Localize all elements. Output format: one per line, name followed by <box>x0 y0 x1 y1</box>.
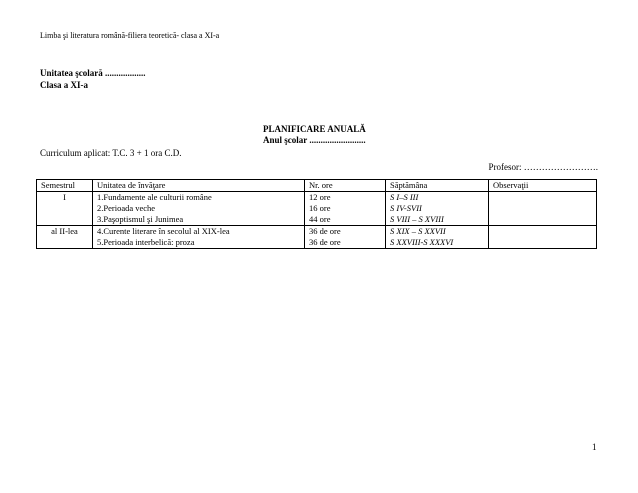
document-header: Limba şi literatura română-filiera teoretică- clasa a XI-a <box>40 31 220 40</box>
hours-item: 44 ore <box>309 214 331 224</box>
unit-item: 5.Perioada interbelică: proza <box>97 237 195 247</box>
week-item: S IV-SVII <box>390 203 422 213</box>
unit-cell <box>93 192 305 226</box>
header-unit: Unitatea de învăţare <box>93 180 305 192</box>
class-label: Clasa a XI-a <box>40 80 89 90</box>
header-semester: Semestrul <box>37 180 93 192</box>
semester-cell: I <box>37 192 93 226</box>
hours-item: 16 ore <box>309 203 331 213</box>
page-number: 1 <box>592 442 597 452</box>
hours-item: 36 de ore <box>309 237 341 247</box>
document-title: PLANIFICARE ANUALĂ <box>263 124 366 134</box>
unit-cell <box>93 226 305 249</box>
unit-item: 4.Curente literare în secolul al XIX-lea <box>97 226 230 236</box>
notes-cell <box>489 226 597 249</box>
unit-item: 2.Perioada veche <box>97 203 156 213</box>
week-item: S XIX – S XXVII <box>390 226 446 236</box>
school-year-field: Anul şcolar ......................... <box>263 135 366 145</box>
teacher-field: Profesor: ……………………. <box>488 162 598 172</box>
week-item: S XXVIII-S XXXVI <box>390 237 454 247</box>
planning-table <box>36 179 597 249</box>
hours-item: 12 ore <box>309 192 331 202</box>
header-notes: Observaţii <box>489 180 597 192</box>
weeks-cell <box>386 226 489 249</box>
hours-item: 36 de ore <box>309 226 341 236</box>
semester-cell: al II-lea <box>37 226 93 249</box>
table-row <box>37 192 597 226</box>
school-field: Unitatea şcolară .................. <box>40 68 146 78</box>
table-header-row <box>37 180 597 192</box>
week-item: S VIII – S XVIII <box>390 214 444 224</box>
header-hours: Nr. ore <box>305 180 386 192</box>
unit-item: 1.Fundamente ale culturii române <box>97 192 212 202</box>
week-item: S I–S III <box>390 192 419 202</box>
curriculum-info: Curriculum aplicat: T.C. 3 + 1 ora C.D. <box>40 148 182 158</box>
weeks-cell <box>386 192 489 226</box>
hours-cell <box>305 192 386 226</box>
table-row <box>37 226 597 249</box>
notes-cell <box>489 192 597 226</box>
hours-cell <box>305 226 386 249</box>
unit-item: 3.Paşoptismul şi Junimea <box>97 214 184 224</box>
header-weeks: Săptămâna <box>386 180 489 192</box>
